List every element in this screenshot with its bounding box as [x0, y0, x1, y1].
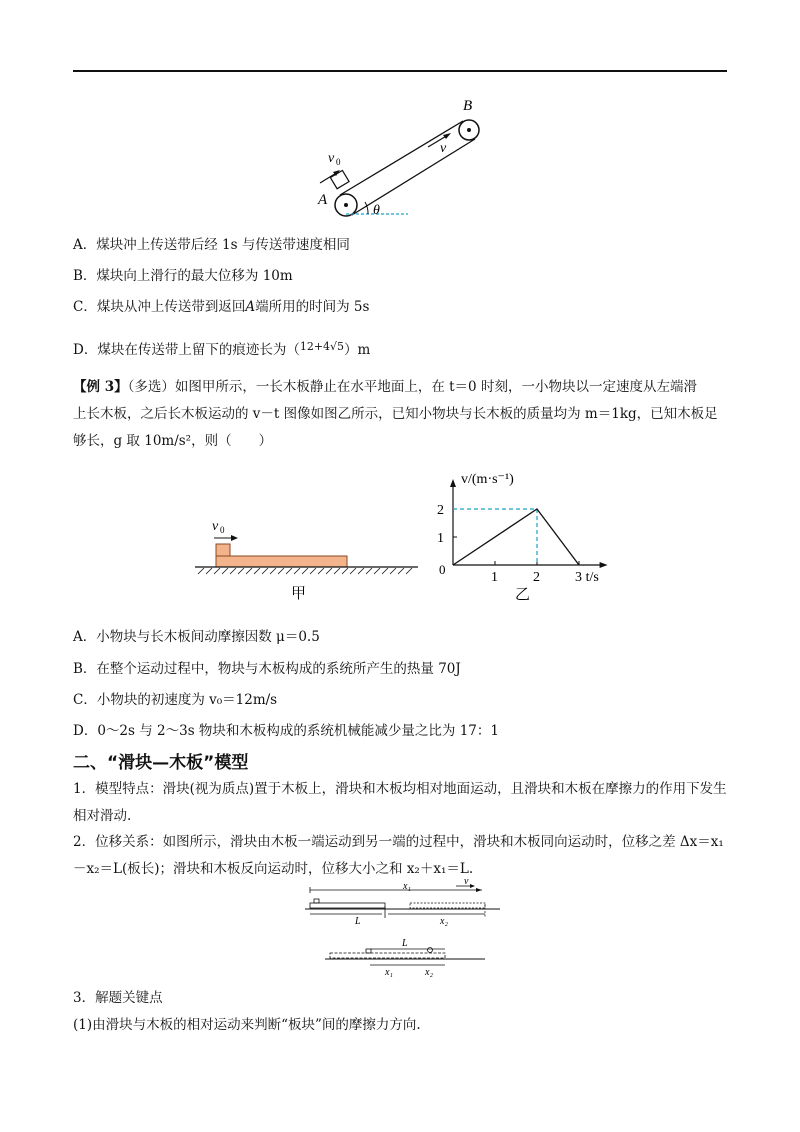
- label-v0: v: [328, 151, 335, 166]
- q2-option-b: B．煤块向上滑行的最大位移为 10m: [73, 268, 293, 284]
- jia-v0: v: [212, 519, 219, 534]
- x-tick-label: 1: [491, 570, 498, 585]
- fig3-bottom-l: L: [402, 938, 408, 949]
- displacement-figure: [300, 878, 505, 978]
- jia-v0-sub: 0: [220, 525, 225, 535]
- fig3-bottom-x2: x₂: [425, 967, 433, 978]
- q2-option-d: [73, 338, 370, 359]
- fig3-top-l: L: [355, 916, 361, 927]
- header-rule: [73, 70, 727, 72]
- figure-jia: [190, 510, 425, 605]
- x-tick-label: 2: [533, 570, 540, 585]
- q2-option-a: A．煤块冲上传送带后经 1s 与传送带速度相同: [73, 237, 350, 253]
- example-3-text: [73, 374, 733, 455]
- q2-option-c-post: 端所用的时间为 5s: [255, 299, 370, 315]
- y-axis-arrow: [450, 479, 456, 487]
- ex3-option-b: B．在整个运动过程中，物块与木板构成的系统所产生的热量 70J: [73, 661, 461, 677]
- section-2-p3: 3．解题关键点: [73, 990, 163, 1006]
- ex3-option-a: A．小物块与长木板间动摩擦因数 μ＝0.5: [73, 629, 320, 645]
- q2-option-c-a: A: [245, 299, 256, 315]
- q2-option-d-pre: D．煤块在传送带上留下的痕迹长为（: [73, 342, 300, 358]
- section-2-p4: (1)由滑块与木板的相对运动来判断“板块”间的摩擦力方向.: [73, 1017, 421, 1033]
- x-axis-label: t/s: [585, 570, 599, 585]
- label-v: v: [440, 141, 447, 156]
- q2-option-c-pre: C．煤块从冲上传送带到返回: [73, 299, 246, 315]
- label-v0-sub: 0: [336, 157, 341, 167]
- example-3-line2: 上长木板，之后长木板运动的 v－t 图像如图乙所示，已知小物块与长木板的质量均为 m＝1kg，已知木板足: [73, 406, 718, 422]
- section-2-p1: 1．模型特点：滑块(视为质点)置于木板上，滑块和木板均相对地面运动，且滑块和木板在摩擦力的作用下发生相对滑动.: [73, 781, 727, 824]
- section-2-title: 二、“滑块—木板”模型: [73, 753, 249, 773]
- fig3-bottom-x1: x₁: [385, 967, 393, 978]
- example-3-line3: 够长，g 取 10m/s²，则（ ）: [73, 433, 273, 449]
- label-a: A: [318, 192, 328, 208]
- q2-option-c: [73, 298, 369, 316]
- fig3-top-x2: x₂: [440, 916, 448, 927]
- example-3-tag: 【例 3】: [73, 379, 128, 395]
- label-theta: θ: [373, 203, 380, 218]
- y-tick-label: 1: [437, 531, 444, 546]
- section-2-p2: 2．位移关系：如图所示，滑块由木板一端运动到另一端的过程中，滑块和木板同向运动时，位移之差 Δx＝x₁－x₂＝L(板长)；滑块和木板反向运动时，位移大小之和 x₂＋x₁＝L.: [73, 834, 724, 877]
- conveyor-figure: [300, 90, 473, 225]
- q2-option-d-post: ）m: [344, 342, 371, 358]
- example-3-line1: （多选）如图甲所示，一长木板静止在水平地面上，在 t＝0 时刻，一小物块以一定速度从左端滑: [127, 379, 697, 395]
- ex3-option-c: C．小物块的初速度为 v₀＝12m/s: [73, 692, 278, 708]
- label-b: B: [463, 98, 473, 114]
- origin-label: 0: [439, 562, 446, 577]
- y-tick-label: 2: [437, 503, 444, 518]
- y-axis-label: v/(m·s⁻¹): [461, 472, 514, 487]
- chart-yi: [425, 465, 620, 605]
- fig3-top-x1: x₁: [403, 881, 411, 892]
- fig3-top-v: v: [464, 876, 469, 887]
- q2-option-d-expr: 12+4√5: [299, 340, 345, 353]
- ex3-option-d: D．0～2s 与 2～3s 物块和木板构成的系统机械能减少量之比为 17：1: [73, 723, 499, 739]
- x-tick-label: 3: [575, 570, 582, 585]
- jia-caption: 甲: [291, 586, 307, 602]
- series-line: [453, 509, 579, 565]
- x-axis-arrow: [600, 562, 608, 568]
- chart-caption: 乙: [515, 587, 531, 603]
